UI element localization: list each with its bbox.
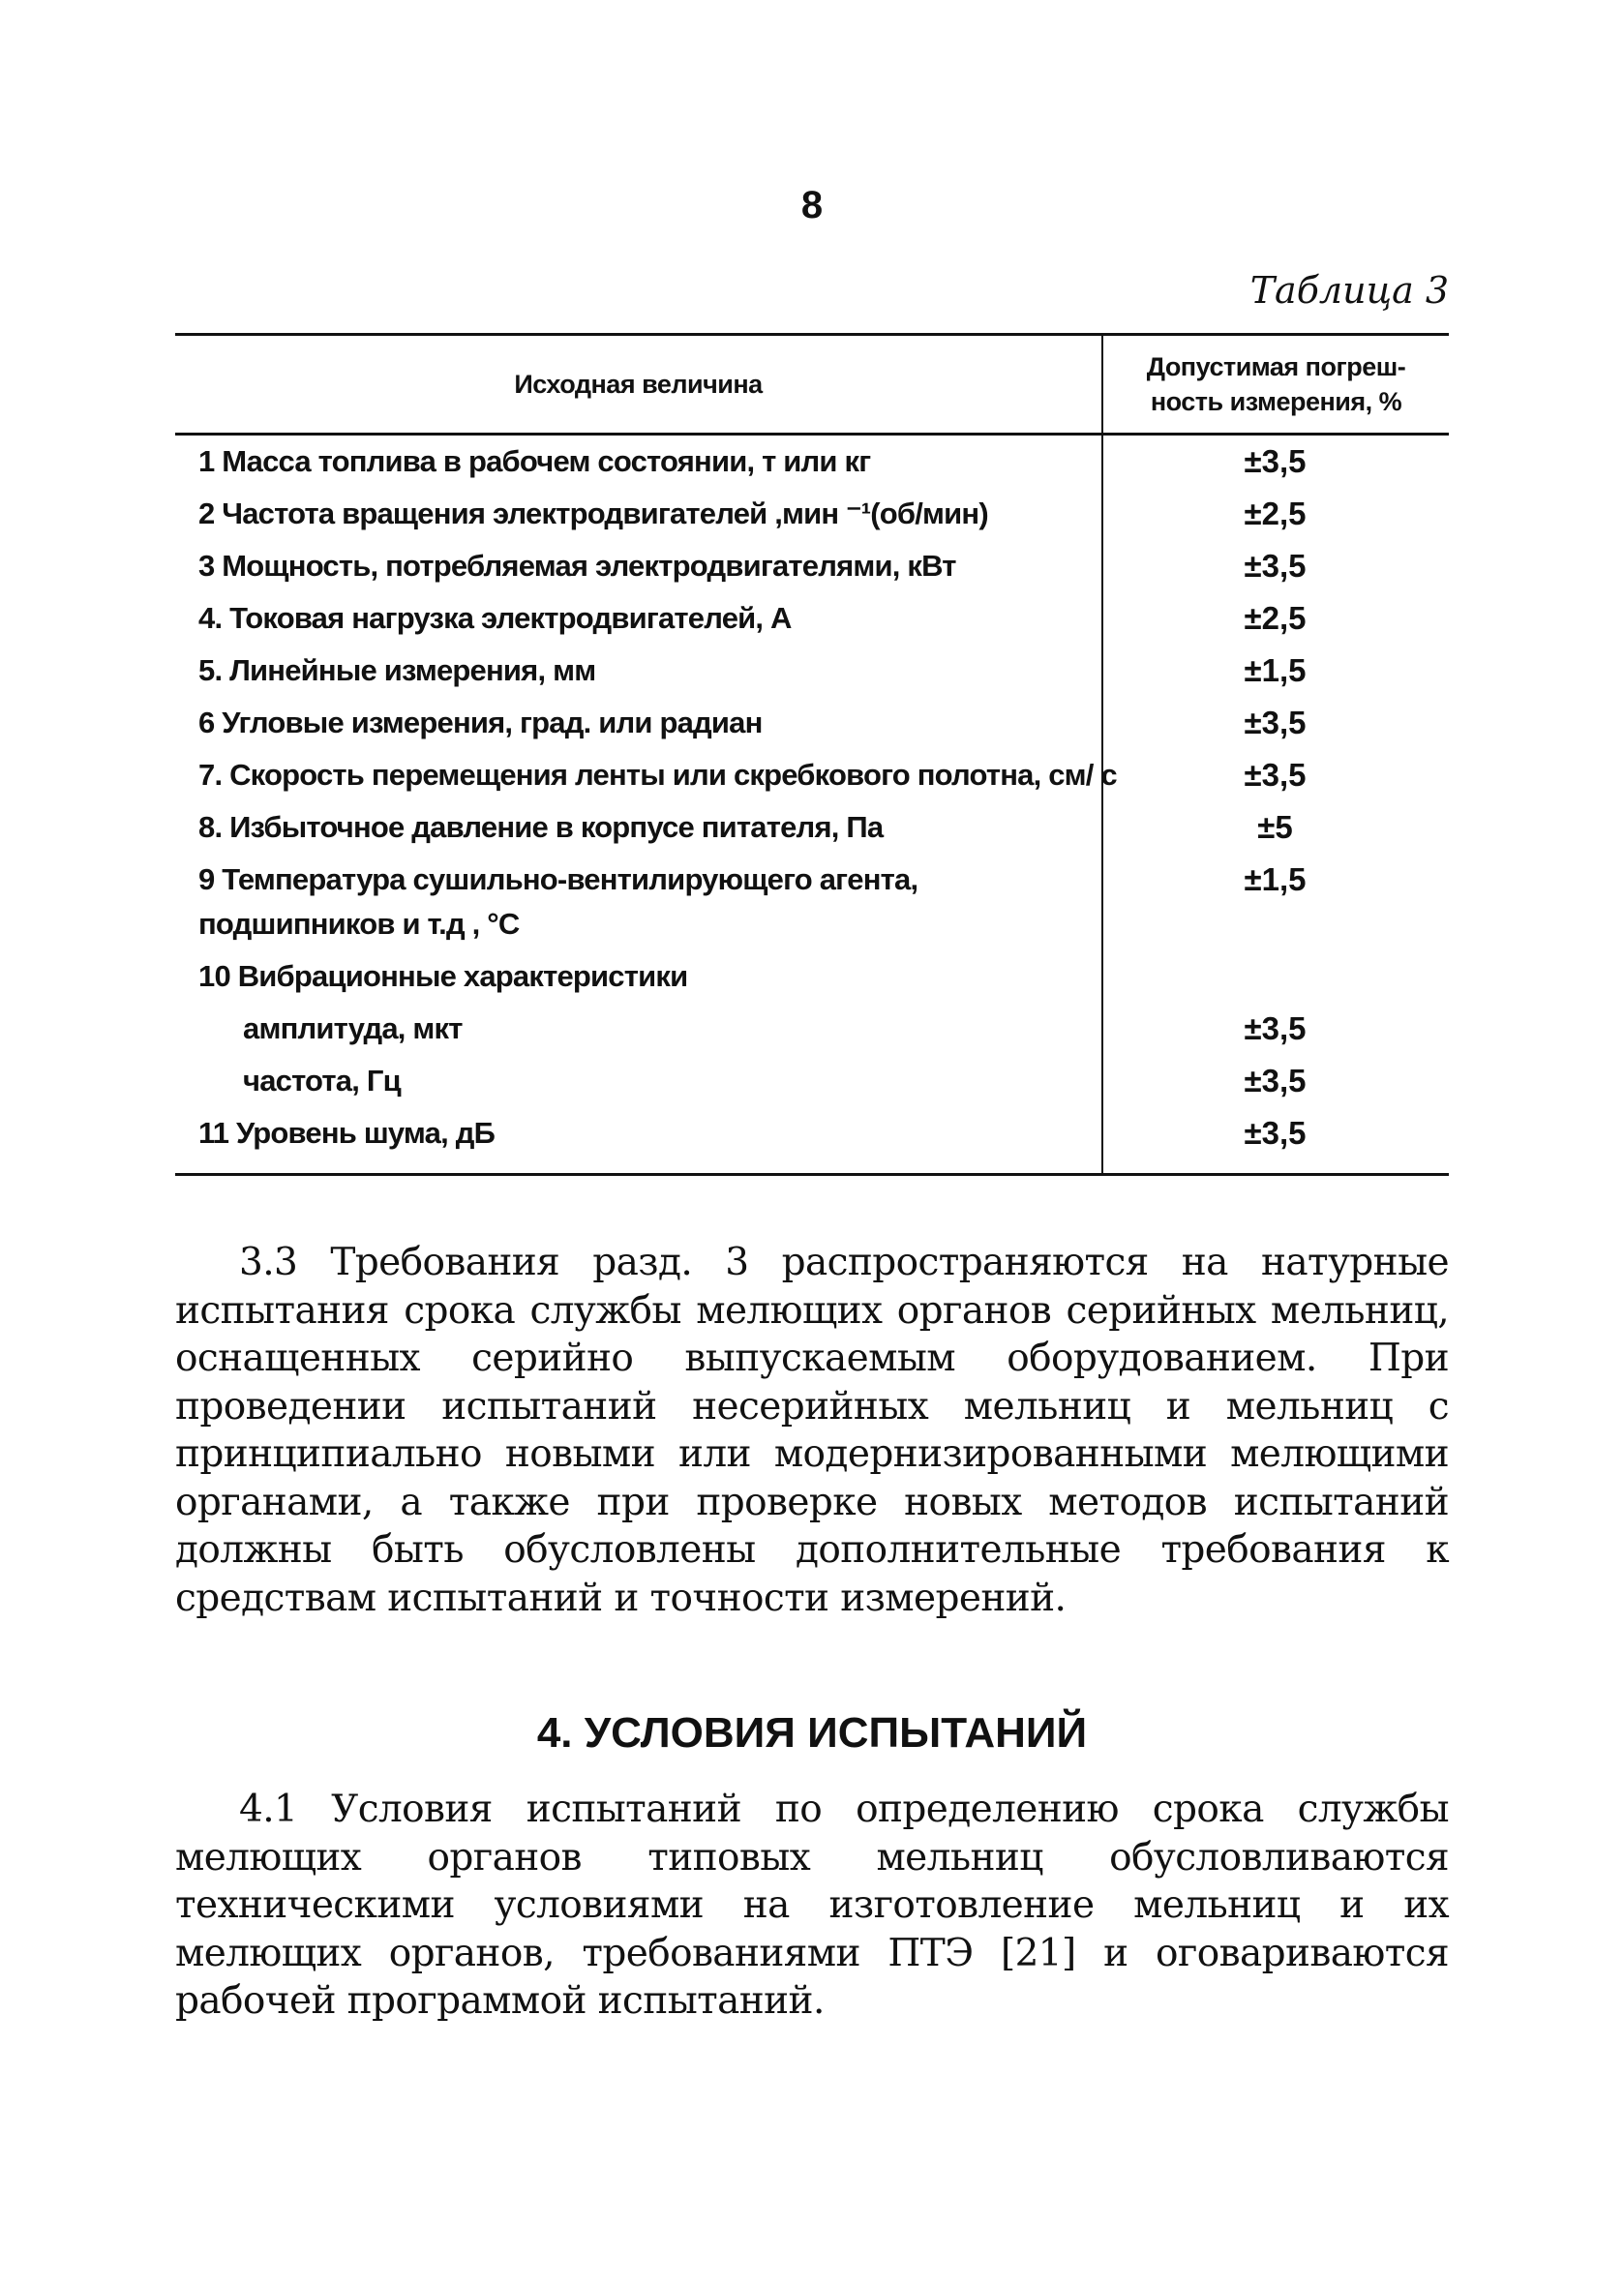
- table-row: [175, 950, 1449, 1003]
- tolerance-cell: ±3,5: [1244, 757, 1307, 793]
- table-row: [175, 1003, 1449, 1055]
- paragraph-3-3: 3.3 Требования разд. 3 распространяются на натурные испытания срока службы мелющих органов серийных мельниц, оснащенных серийно выпускаемым оборудованием. При проведении испытаний несерийных мельниц и мельниц с принципиально новыми или модернизированными мелющими органами, а также при проверке новых методов испытаний должны быть обусловлены дополнительные требования к средствам испытаний и точности измерений.: [175, 1241, 1449, 1620]
- quantity-cell: 5. Линейные измерения, мм: [198, 653, 596, 687]
- tolerance-cell: ±3,5: [1244, 1115, 1307, 1151]
- quantity-cell: 2 Частота вращения электродвигателей ,мин ⁻¹(об/мин): [198, 496, 988, 530]
- tolerance-cell: ±3,5: [1244, 1010, 1307, 1046]
- table-header-row: [175, 336, 1449, 436]
- quantity-cell: 10 Вибрационные характеристики: [198, 959, 688, 993]
- column-header-tolerance: [1101, 336, 1449, 433]
- section-heading: 4. УСЛОВИЯ ИСПЫТАНИЙ: [536, 1709, 1088, 1757]
- quantity-cell: частота, Гц: [243, 1064, 401, 1098]
- quantity-cell: 9 Температура сушильно-вентилирующего агента, подшипников и т.д , °С: [198, 862, 918, 941]
- table-row: [175, 592, 1449, 645]
- table-body: [175, 436, 1449, 1173]
- page-number: 8: [800, 184, 824, 226]
- table-row: [175, 436, 1449, 488]
- quantity-cell: 7. Скорость перемещения ленты или скребкового полотна, см/ с: [198, 758, 1117, 792]
- quantity-cell: 4. Токовая нагрузка электродвигателей, А: [198, 601, 792, 635]
- table-row: [175, 645, 1449, 697]
- tolerance-cell: ±5: [1257, 809, 1293, 845]
- tolerance-cell: ±1,5: [1244, 861, 1307, 897]
- quantity-cell: амплитуда, мкт: [243, 1011, 463, 1045]
- tolerance-cell: ±1,5: [1244, 652, 1307, 688]
- table-row: [175, 697, 1449, 749]
- table-row: [175, 540, 1449, 592]
- column-header-tolerance-line2: ность измерения, %: [1150, 387, 1402, 416]
- table-row: [175, 1055, 1449, 1107]
- tolerance-cell: ±3,5: [1244, 548, 1307, 584]
- table-row: [175, 1107, 1449, 1159]
- measurement-tolerance-table: [175, 333, 1449, 1176]
- column-header-quantity: Исходная величина: [514, 369, 763, 399]
- tolerance-cell: ±3,5: [1244, 1063, 1307, 1098]
- quantity-cell: 3 Мощность, потребляемая электродвигателями, кВт: [198, 549, 956, 583]
- table-row: [175, 749, 1449, 801]
- quantity-cell: 1 Масса топлива в рабочем состоянии, т или кг: [198, 444, 871, 478]
- table-caption: Таблица 3: [1249, 269, 1449, 312]
- column-header-tolerance-line1: Допустимая погреш-: [1146, 352, 1406, 381]
- tolerance-cell: ±3,5: [1244, 443, 1307, 479]
- quantity-cell: 11 Уровень шума, дБ: [198, 1116, 496, 1150]
- tolerance-cell: ±2,5: [1244, 496, 1307, 531]
- tolerance-cell: ±2,5: [1244, 600, 1307, 636]
- quantity-cell: 6 Угловые измерения, град. или радиан: [198, 706, 763, 739]
- quantity-cell: 8. Избыточное давление в корпусе питателя, Па: [198, 810, 884, 844]
- table-row: [175, 854, 1449, 950]
- paragraph-4-1: 4.1 Условия испытаний по определению срока службы мелющих органов типовых мельниц обусловливаются техническими условиями на изготовление мельниц и их мелющих органов, требованиями ПТЭ [21] и оговариваются рабочей программой испытаний.: [175, 1788, 1449, 2023]
- tolerance-cell: ±3,5: [1244, 705, 1307, 740]
- table-row: [175, 801, 1449, 854]
- table-row: [175, 488, 1449, 540]
